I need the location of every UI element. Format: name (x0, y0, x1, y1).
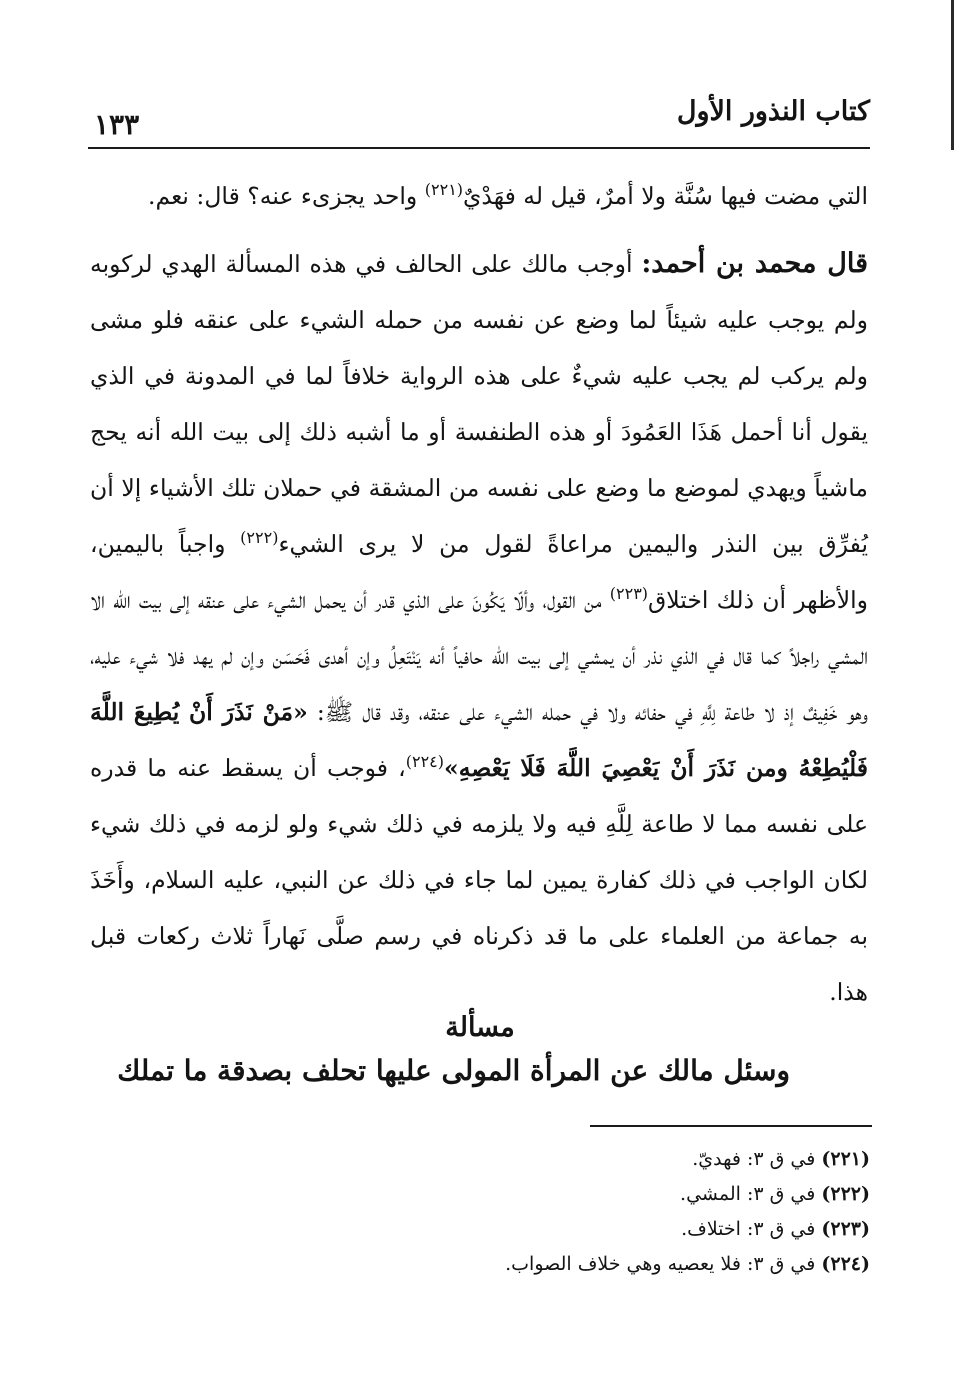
section-heading: مسألة (445, 1012, 515, 1043)
commentary-text-2: واجباً باليمين، والأظهر أن ذلك اختلاق (90, 530, 868, 614)
commentary-text-4: ، فوجب أن يسقط عنه ما قدره على نفسه مما لا طاعة لِلَّهِ فيه ولا يلزمه في ذلك شيء ولو لزمه في ذلك شيء لكان الواجب في ذلك كفارة يمين لما جاء في ذلك عن النبي، عليه السلام، وأَخَذَ به جماعة من العلماء على ما قد ذكرناه في رسم صلَّى نَهاراً ثلاث ركعات قبل هذا. (90, 754, 868, 1006)
footnote-number: (٢٢٤) (821, 1253, 870, 1275)
intro-text-1: التي مضت فيها سُنَّة ولا أمرٌ، قيل له فهَدْيٌ (463, 182, 868, 210)
footnote-ref-224: (٢٢٤) (405, 752, 444, 772)
footnote-item (270, 1247, 870, 1282)
running-title: كتاب النذور الأول (676, 96, 870, 127)
footnote-number: (٢٢١) (821, 1148, 870, 1170)
footnote-text: في ق ٣: فلا يعصيه وهي خلاف الصواب. (505, 1253, 822, 1275)
speaker-name: قال محمد بن أحمد: (641, 248, 868, 279)
header-rule (88, 147, 870, 149)
footnote-separator (590, 1125, 872, 1127)
footnote-text: في ق ٣: المشي. (680, 1183, 822, 1205)
footnote-text: في ق ٣: اختلاف. (681, 1218, 822, 1240)
commentary-text-3: من القول، وألّا يَكُونَ على الذي قدر أن يحمل الشيء على عنقه إلى بيت الله الا المشي راجلاً كما قال في الذي نذر أن يمشي إلى بيت الله حافياً أنه يَنْتَعِلُ وإن أهدى فَحَسَن وإن لم يهد فلا شيء عليه، وهو خَفِيفٌ إذ لا طاعة لِلَّهِ في حفائه ولا في حمله الشيء على عنقه، وقد قال ﷺ: (90, 586, 868, 726)
commentary-text-1: أوجب مالك على الحالف في هذه المسألة الهدي لركوبه ولم يوجب عليه شيئاً لما وضع عن نفسه من حمله الشيء على عنقه فلو مشى ولم يركب لم يجب عليه شيءٌ على هذه الرواية خلافاً لما في المدونة في الذي يقول أنا أحمل هَذَا العَمُودَ أو هذه الطنفسة أو ما أشبه ذلك إلى بيت الله أنه يحج ماشياً ويهدي لموضع ما وضع على نفسه من المشقة في حملان تلك الأشياء إلا أن يُفرِّق بين النذر واليمين مراعاةً لقول من لا يرى الشيء (90, 250, 868, 558)
body-text (90, 168, 868, 1020)
intro-text-2: واحد يجزىء عنه؟ قال: نعم. (147, 182, 425, 210)
footnote-item (270, 1177, 870, 1212)
footnotes (270, 1142, 870, 1282)
footnote-ref-221: (٢٢١) (424, 180, 464, 200)
section-first-line: وسئل مالك عن المرأة المولى عليها تحلف بصدقة ما تملك (117, 1054, 790, 1087)
footnote-item (270, 1142, 870, 1177)
footnote-number: (٢٢٣) (821, 1218, 870, 1240)
intro-paragraph (90, 168, 868, 224)
footnote-item (270, 1212, 870, 1247)
footnote-number: (٢٢٢) (821, 1183, 870, 1205)
page-edge-line (951, 0, 954, 150)
commentary-paragraph (90, 236, 868, 1020)
page-number: ١٣٣ (94, 108, 140, 141)
footnote-ref-222: (٢٢٢) (240, 528, 279, 548)
hadith-quote: «مَنْ نَذَرَ أَنْ يُطِيعَ اللَّهَ فَلْيُطِعْهُ ومن نَذَرَ أَنْ يَعْصِيَ اللَّهَ فَلَا يَعْصِهِ» (90, 698, 868, 782)
running-header (90, 96, 870, 142)
footnote-ref-223: (٢٢٣) (609, 584, 649, 604)
footnote-text: في ق ٣: فهديّ. (692, 1148, 822, 1170)
